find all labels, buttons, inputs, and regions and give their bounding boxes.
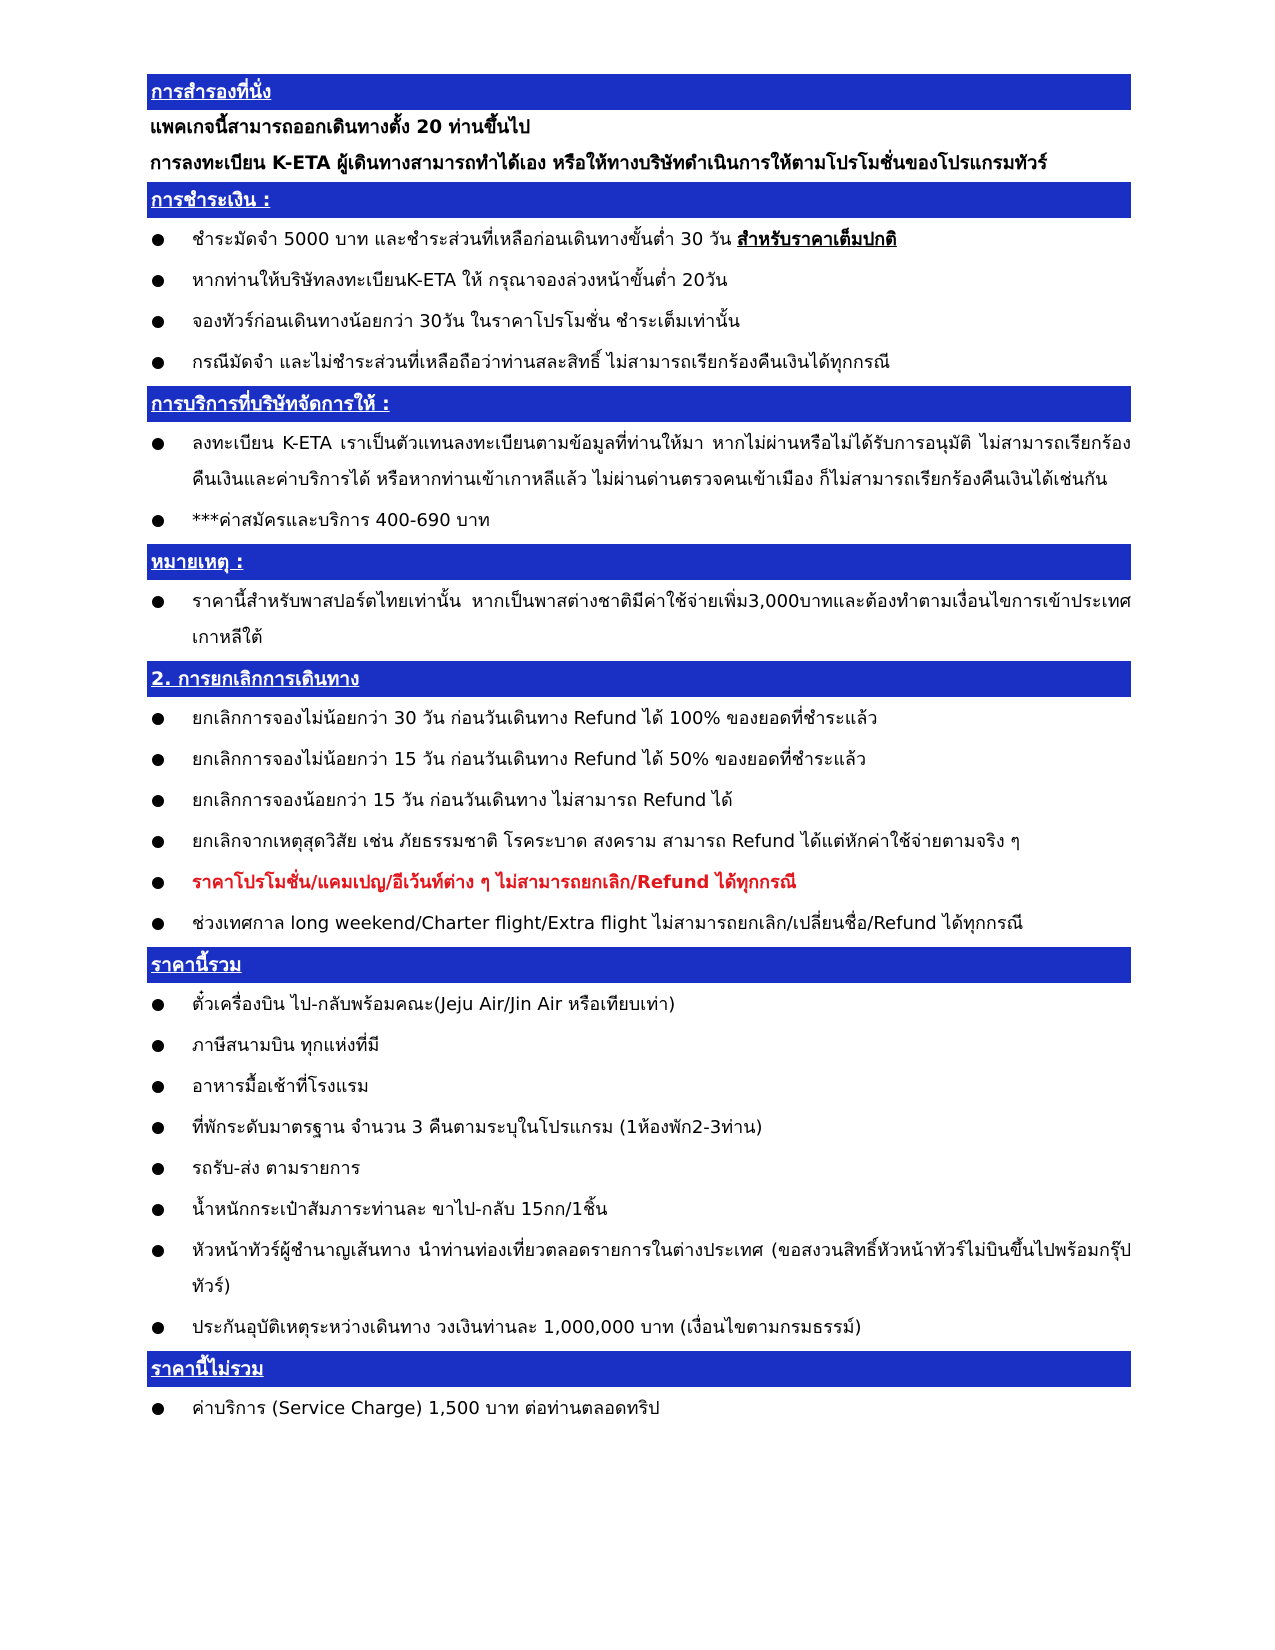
bullet-icon	[152, 1040, 164, 1052]
list-item: จองทัวร์ก่อนเดินทางน้อยกว่า 30วัน ในราคาโปรโมชั่น ชำระเต็มเท่านั้น	[147, 304, 1131, 340]
bullet-icon	[152, 713, 164, 725]
section-title-excluded: ราคานี้ไม่รวม	[151, 1358, 264, 1380]
bullet-icon	[152, 1245, 164, 1257]
list-item: ยกเลิกการจองไม่น้อยกว่า 30 วัน ก่อนวันเดินทาง Refund ได้ 100% ของยอดที่ชำระแล้ว	[147, 701, 1131, 737]
promo-warning: ราคาโปรโมชั่น/แคมเปญ/อีเว้นท์ต่าง ๆ ไม่สามารถยกเลิก/Refund ได้ทุกกรณี	[192, 872, 797, 893]
section-title-reserve: การสำรองที่นั่ง	[151, 81, 272, 103]
note-list	[147, 584, 1131, 656]
list-item: ยกเลิกการจองไม่น้อยกว่า 15 วัน ก่อนวันเดินทาง Refund ได้ 50% ของยอดที่ชำระแล้ว	[147, 742, 1131, 778]
list-item: ตั๋วเครื่องบิน ไป-กลับพร้อมคณะ(Jeju Air/Jin Air หรือเทียบเท่า)	[147, 987, 1131, 1023]
section-title-cancel: 2. การยกเลิกการเดินทาง	[151, 668, 360, 690]
payment-list	[147, 222, 1131, 381]
full-price-note: สำหรับราคาเต็มปกติ	[737, 229, 897, 250]
cancel-list	[147, 701, 1131, 942]
bullet-icon	[152, 754, 164, 766]
section-title-payment: การชำระเงิน :	[151, 189, 271, 211]
list-item: ***ค่าสมัครและบริการ 400-690 บาท	[147, 503, 1131, 539]
section-title-included: ราคานี้รวม	[151, 954, 242, 976]
list-item: อาหารมื้อเช้าที่โรงแรม	[147, 1069, 1131, 1105]
service-list	[147, 426, 1131, 539]
list-item: ประกันอุบัติเหตุระหว่างเดินทาง วงเงินท่านละ 1,000,000 บาท (เงื่อนไขตามกรมธรรม์)	[147, 1310, 1131, 1346]
bullet-icon	[152, 357, 164, 369]
section-title-service: การบริการที่บริษัทจัดการให้ :	[151, 393, 390, 415]
section-header-cancel	[147, 661, 1131, 697]
list-item: กรณีมัดจำ และไม่ชำระส่วนที่เหลือถือว่าท่านสละสิทธิ์ ไม่สามารถเรียกร้องคืนเงินได้ทุกกรณี	[147, 345, 1131, 381]
list-item: ช่วงเทศกาล long weekend/Charter flight/Extra flight ไม่สามารถยกเลิก/เปลี่ยนชื่อ/Refund ได้ทุกกรณี	[147, 906, 1131, 942]
bullet-icon	[152, 836, 164, 848]
bullet-icon	[152, 1122, 164, 1134]
list-item: รถรับ-ส่ง ตามรายการ	[147, 1151, 1131, 1187]
list-item: ลงทะเบียน K-ETA เราเป็นตัวแทนลงทะเบียนตามข้อมูลที่ท่านให้มา หากไม่ผ่านหรือไม่ได้รับการอนุมัติ ไม่สามารถเรียกร้องคืนเงินและค่าบริการได้ หรือหากท่านเข้าเกาหลีแล้ว ไม่ผ่านด่านตรวจคนเข้าเมือง ก็ไม่สามารถเรียกร้องคืนเงินได้เช่นกัน	[147, 426, 1131, 498]
bullet-icon	[152, 275, 164, 287]
reserve-line-1: แพคเกจนี้สามารถออกเดินทางตั้ง 20 ท่านขึ้นไป	[150, 117, 531, 138]
section-header-excluded	[147, 1351, 1131, 1387]
list-item: ยกเลิกการจองน้อยกว่า 15 วัน ก่อนวันเดินทาง ไม่สามารถ Refund ได้	[147, 783, 1131, 819]
bullet-icon	[152, 1081, 164, 1093]
bullet-icon	[152, 438, 164, 450]
section-header-service	[147, 386, 1131, 422]
list-item: ค่าบริการ (Service Charge) 1,500 บาท ต่อท่านตลอดทริป	[147, 1391, 1131, 1427]
reserve-line-2: การลงทะเบียน K-ETA ผู้เดินทางสามารถทำได้เอง หรือให้ทางบริษัทดำเนินการให้ตามโปรโมชั่นของโปรแกรมทัวร์	[150, 153, 1048, 174]
list-item: ยกเลิกจากเหตุสุดวิสัย เช่น ภัยธรรมชาติ โรคระบาด สงคราม สามารถ Refund ได้แต่หักค่าใช้จ่ายตามจริง ๆ	[147, 824, 1131, 860]
included-list	[147, 987, 1131, 1346]
list-item: ที่พักระดับมาตรฐาน จำนวน 3 คืนตามระบุในโปรแกรม (1ห้องพัก2-3ท่าน)	[147, 1110, 1131, 1146]
list-item: ราคานี้สำหรับพาสปอร์ตไทยเท่านั้น หากเป็นพาสต่างชาติมีค่าใช้จ่ายเพิ่ม3,000บาทและต้องทำตามเงื่อนไขการเข้าประเทศเกาหลีใต้	[147, 584, 1131, 656]
bullet-icon	[152, 999, 164, 1011]
section-header-reserve	[147, 74, 1131, 110]
section-header-note	[147, 544, 1131, 580]
bullet-icon	[152, 515, 164, 527]
list-item: ภาษีสนามบิน ทุกแห่งที่มี	[147, 1028, 1131, 1064]
bullet-icon	[152, 1322, 164, 1334]
bullet-icon	[152, 877, 164, 889]
list-item	[147, 865, 1131, 901]
excluded-list	[147, 1391, 1131, 1427]
bullet-icon	[152, 234, 164, 246]
section-header-payment	[147, 182, 1131, 218]
document-page	[147, 74, 1131, 1432]
bullet-icon	[152, 1403, 164, 1415]
list-item: น้ำหนักกระเป๋าสัมภาระท่านละ ขาไป-กลับ 15กก/1ชิ้น	[147, 1192, 1131, 1228]
bullet-icon	[152, 795, 164, 807]
section-header-included	[147, 947, 1131, 983]
list-item: ชำระมัดจำ 5000 บาท และชำระส่วนที่เหลือก่อนเดินทางขั้นต่ำ 30 วัน สำหรับราคาเต็มปกติ	[147, 222, 1131, 258]
list-item: หัวหน้าทัวร์ผู้ชำนาญเส้นทาง นำท่านท่องเที่ยวตลอดรายการในต่างประเทศ (ขอสงวนสิทธิ์หัวหน้าทัวร์ไม่บินขึ้นไปพร้อมกรุ๊ปทัวร์)	[147, 1233, 1131, 1305]
bullet-icon	[152, 316, 164, 328]
section-title-note: หมายเหตุ :	[151, 551, 244, 573]
bullet-icon	[152, 596, 164, 608]
bullet-icon	[152, 1204, 164, 1216]
bullet-icon	[152, 1163, 164, 1175]
bullet-icon	[152, 918, 164, 930]
list-item: หากท่านให้บริษัทลงทะเบียนK-ETA ให้ กรุณาจองล่วงหน้าขั้นต่ำ 20วัน	[147, 263, 1131, 299]
